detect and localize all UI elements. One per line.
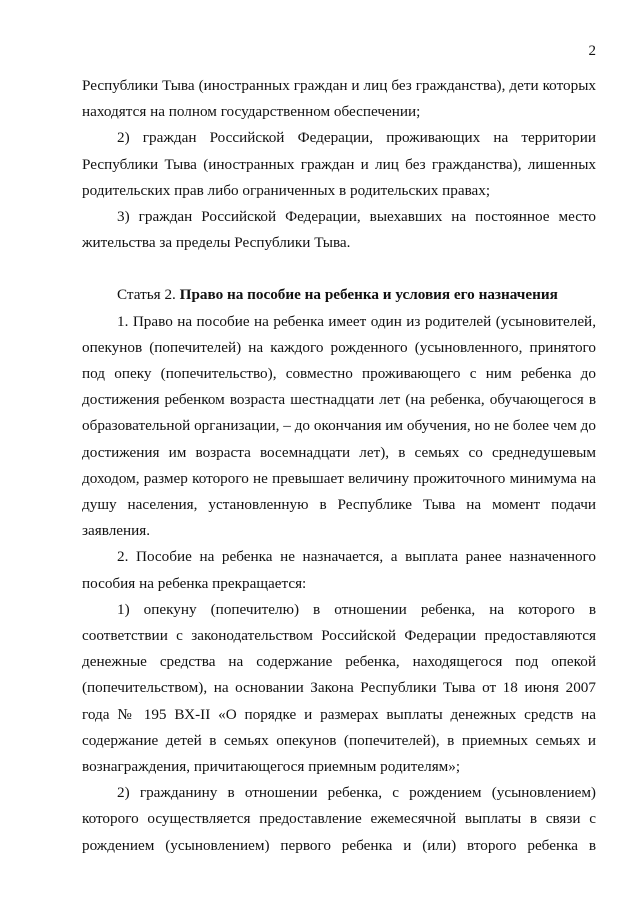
article-subitem-1	[82, 597, 596, 780]
article-title: Право на пособие на ребенка и условия его назначения	[179, 286, 558, 304]
text-line: опекунов (попечителей) на каждого рожденного (усыновленного, принятого	[82, 338, 596, 356]
text-line: доходом, размер которого не превышает величину прожиточного минимума на	[82, 469, 596, 487]
text-line: содержание детей в семьях опекунов (попечителей), в приемных семьях и	[82, 731, 596, 749]
text-line: образовательной организации, – до окончания им обучения, но не более чем до	[82, 417, 596, 435]
page-number: 2	[588, 43, 596, 59]
text-line: соответствии с законодательством Российской Федерации предоставляются	[82, 627, 596, 645]
text-line: достижения им возраста восемнадцати лет), в семьях со среднедушевым	[82, 443, 596, 461]
text-line: родительских прав либо ограниченных в родительских правах;	[82, 181, 491, 199]
article-subitem-2	[82, 780, 596, 859]
paragraph-continuation	[82, 73, 596, 125]
text-line: которого осуществляется предоставление ежемесячной выплаты в связи с	[82, 810, 596, 828]
text-line: находятся на полном государственном обеспечении;	[82, 103, 421, 121]
text-line: 2. Пособие на ребенка не назначается, а выплата ранее назначенного	[117, 548, 596, 566]
text-line: денежные средства на содержание ребенка, находящегося под опекой	[82, 653, 596, 671]
paragraph-item-3	[82, 204, 596, 256]
text-line: 1. Право на пособие на ребенка имеет один из родителей (усыновителей,	[117, 312, 596, 330]
text-line: Республики Тыва (иностранных граждан и лиц без гражданства), лишенных	[82, 155, 596, 173]
text-line: 2) граждан Российской Федерации, проживающих на территории	[117, 129, 596, 147]
text-line: под опеку (попечительство), совместно проживающего с ним ребенка до	[82, 365, 596, 383]
text-line: душу населения, установленную в Республике Тыва на момент подачи	[82, 496, 596, 514]
text-line: 1) опекуну (попечителю) в отношении ребенка, на которого в	[117, 600, 596, 618]
document-body	[82, 73, 596, 859]
article-paragraph-1	[82, 309, 596, 545]
text-line: достижения ребенком возраста шестнадцати лет (на ребенка, обучающегося в	[82, 391, 596, 409]
text-line: жительства за пределы Республики Тыва.	[82, 234, 351, 252]
text-line: года № 195 ВХ-II «О порядке и размерах выплаты денежных средств на	[82, 705, 596, 723]
text-line: пособия на ребенка прекращается:	[82, 574, 307, 592]
text-line: (попечительством), на основании Закона Республики Тыва от 18 июня 2007	[82, 679, 596, 697]
text-line: вознаграждения, причитающегося приемным родителям»;	[82, 758, 461, 776]
text-line: Республики Тыва (иностранных граждан и лиц без гражданства), дети которых	[82, 77, 596, 94]
paragraph-item-2	[82, 125, 596, 204]
text-line: рождением (усыновлением) первого ребенка и (или) второго ребенка в	[82, 836, 596, 854]
text-line: 2) гражданину в отношении ребенка, с рождением (усыновлением)	[117, 784, 596, 802]
article-heading	[82, 282, 596, 308]
text-line: заявления.	[82, 522, 151, 540]
article-prefix: Статья 2.	[117, 286, 180, 304]
text-line: 3) граждан Российской Федерации, выехавших на постоянное место	[117, 208, 596, 226]
article-paragraph-2	[82, 544, 596, 596]
